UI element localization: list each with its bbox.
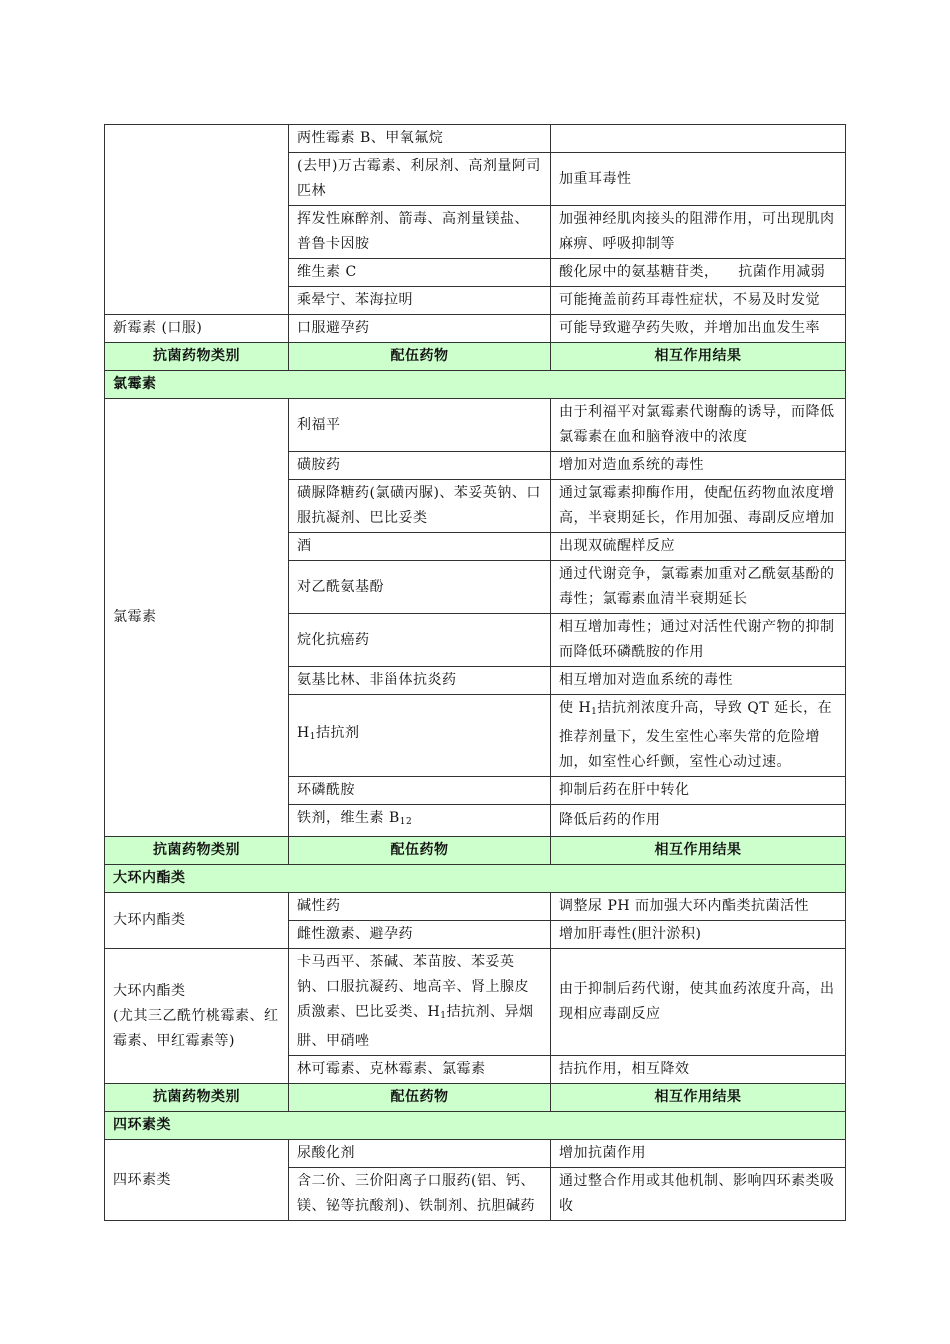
result-cell: 抑制后药在肝中转化 <box>551 777 846 805</box>
drug-cell <box>289 805 551 837</box>
table-row <box>105 949 846 1056</box>
drug-cell: 利福平 <box>289 399 551 452</box>
drug-cell: 酒 <box>289 533 551 561</box>
result-text: 使 H <box>559 700 592 716</box>
drug-cell: 尿酸化剂 <box>289 1140 551 1168</box>
category-cell: 氯霉素 <box>105 399 289 837</box>
category-cell <box>105 125 289 315</box>
result-cell: 增加对造血系统的毒性 <box>551 452 846 480</box>
drug-text: 拮抗剂、异烟肼、甲硝唑 <box>297 1004 534 1049</box>
result-cell: 通过整合作用或其他机制、影响四环素类吸收 <box>551 1168 846 1221</box>
result-cell: 相互增加毒性；通过对活性代谢产物的抑制而降低环磷酰胺的作用 <box>551 614 846 667</box>
category-cell: 大环内酯类 (尤其三乙酰竹桃霉素、红霉素、甲红霉素等) <box>105 949 289 1084</box>
drug-cell: 乘晕宁、苯海拉明 <box>289 287 551 315</box>
table-header-row <box>105 343 846 371</box>
table-row <box>105 399 846 452</box>
header-combined-drug: 配伍药物 <box>289 343 551 371</box>
section-row <box>105 371 846 399</box>
result-cell: 调整尿 PH 而加强大环内酯类抗菌活性 <box>551 893 846 921</box>
section-row <box>105 1112 846 1140</box>
result-cell: 加强神经肌肉接头的阻滞作用，可出现肌肉麻痹、呼吸抑制等 <box>551 206 846 259</box>
result-cell: 增加抗菌作用 <box>551 1140 846 1168</box>
section-row <box>105 865 846 893</box>
drug-cell: 口服避孕药 <box>289 315 551 343</box>
drug-cell: 两性霉素 B、甲氧氟烷 <box>289 125 551 153</box>
drug-cell: 雌性激素、避孕药 <box>289 921 551 949</box>
table-row <box>105 315 846 343</box>
drug-cell <box>289 949 551 1056</box>
result-cell: 拮抗作用，相互降效 <box>551 1056 846 1084</box>
result-cell: 降低后药的作用 <box>551 805 846 837</box>
drug-text: 拮抗剂 <box>315 725 360 741</box>
header-result: 相互作用结果 <box>551 837 846 865</box>
header-category: 抗菌药物类别 <box>105 343 289 371</box>
drug-cell: 磺脲降糖药(氯磺丙脲)、苯妥英钠、口服抗凝剂、巴比妥类 <box>289 480 551 533</box>
result-cell: 加重耳毒性 <box>551 153 846 206</box>
table-header-row <box>105 837 846 865</box>
result-text: 拮抗剂浓度升高，导致 QT 延长，在推荐剂量下，发生室性心率失常的危险增加，如室性心纤颤，室性心动过速。 <box>559 700 833 770</box>
drug-cell: 氨基比林、非甾体抗炎药 <box>289 667 551 695</box>
result-cell: 可能掩盖前药耳毒性症状，不易及时发觉 <box>551 287 846 315</box>
subscript: 12 <box>399 817 413 827</box>
drug-cell <box>289 695 551 777</box>
drug-cell: 维生素 C <box>289 259 551 287</box>
drug-cell: 林可霉素、克林霉素、氯霉素 <box>289 1056 551 1084</box>
section-title: 大环内酯类 <box>105 865 846 893</box>
header-result: 相互作用结果 <box>551 1084 846 1112</box>
result-cell: 通过代谢竞争，氯霉素加重对乙酰氨基酚的毒性；氯霉素血清半衰期延长 <box>551 561 846 614</box>
result-cell: 出现双硫醒样反应 <box>551 533 846 561</box>
drug-cell: 碱性药 <box>289 893 551 921</box>
subscript: 1 <box>591 707 598 717</box>
category-cell: 大环内酯类 <box>105 893 289 949</box>
drug-cell: (去甲)万古霉素、利尿剂、高剂量阿司匹林 <box>289 153 551 206</box>
header-combined-drug: 配伍药物 <box>289 1084 551 1112</box>
result-cell <box>551 695 846 777</box>
result-cell: 可能导致避孕药失败，并增加出血发生率 <box>551 315 846 343</box>
header-category: 抗菌药物类别 <box>105 1084 289 1112</box>
table-row <box>105 1140 846 1168</box>
header-result: 相互作用结果 <box>551 343 846 371</box>
drug-cell: 对乙酰氨基酚 <box>289 561 551 614</box>
drug-text: 铁剂，维生素 B <box>297 810 400 826</box>
result-cell: 通过氯霉素抑酶作用，使配伍药物血浓度增高，半衰期延长，作用加强、毒副反应增加 <box>551 480 846 533</box>
section-title: 氯霉素 <box>105 371 846 399</box>
drug-text: 卡马西平、茶碱、苯苗胺、苯妥英钠、口服抗凝药、地高辛、肾上腺皮质激素、巴比妥类、H <box>297 954 529 1020</box>
drug-cell: 磺胺药 <box>289 452 551 480</box>
section-title: 四环素类 <box>105 1112 846 1140</box>
drug-cell: 含二价、三价阳离子口服药(铝、钙、镁、铋等抗酸剂)、铁制剂、抗胆碱药 <box>289 1168 551 1221</box>
table-row <box>105 893 846 921</box>
header-combined-drug: 配伍药物 <box>289 837 551 865</box>
result-cell: 由于抑制后药代谢，使其血药浓度升高，出现相应毒副反应 <box>551 949 846 1056</box>
table-header-row <box>105 1084 846 1112</box>
result-cell: 由于利福平对氯霉素代谢酶的诱导，而降低氯霉素在血和脑脊液中的浓度 <box>551 399 846 452</box>
drug-cell: 烷化抗癌药 <box>289 614 551 667</box>
subscript: 1 <box>440 1011 447 1021</box>
category-cell: 四环素类 <box>105 1140 289 1221</box>
drug-text: H <box>297 725 310 741</box>
header-category: 抗菌药物类别 <box>105 837 289 865</box>
subscript: 1 <box>309 732 316 742</box>
table-row <box>105 125 846 153</box>
result-cell: 相互增加对造血系统的毒性 <box>551 667 846 695</box>
drug-interaction-table <box>104 124 846 1221</box>
drug-cell: 环磷酰胺 <box>289 777 551 805</box>
result-cell: 增加肝毒性(胆汁淤积) <box>551 921 846 949</box>
result-cell: 酸化尿中的氨基糖苷类， 抗菌作用减弱 <box>551 259 846 287</box>
result-cell <box>551 125 846 153</box>
category-cell: 新霉素 (口服) <box>105 315 289 343</box>
drug-cell: 挥发性麻醉剂、箭毒、高剂量镁盐、普鲁卡因胺 <box>289 206 551 259</box>
